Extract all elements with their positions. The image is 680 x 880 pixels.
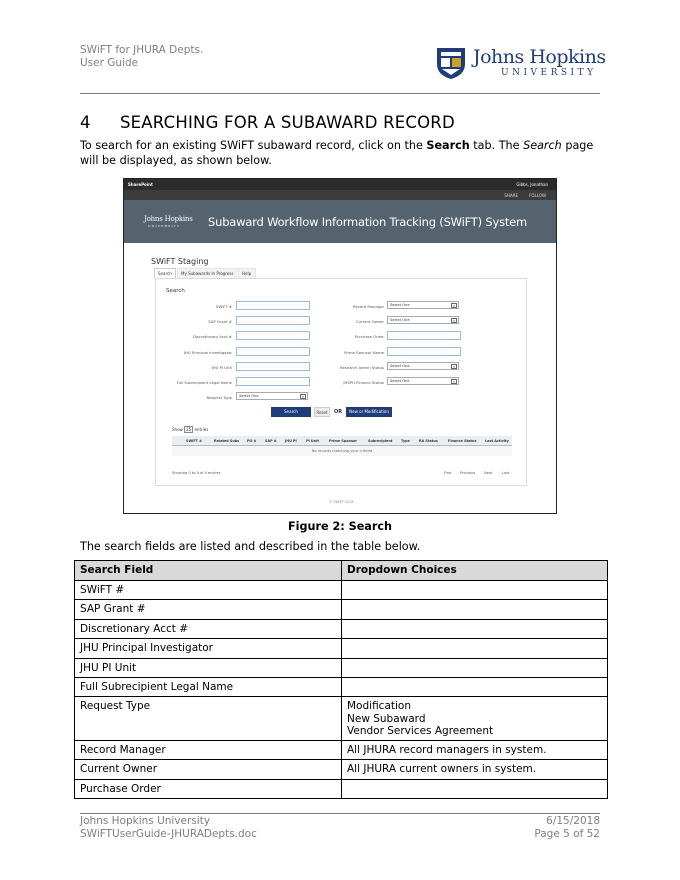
banner-logo: Johns Hopkins	[144, 215, 193, 223]
search-field-cell: JHU Principal Investigator	[75, 639, 342, 658]
swift-input[interactable]	[236, 301, 310, 310]
pager-next[interactable]: Next	[484, 471, 493, 475]
record-manager-value: Select One	[390, 303, 410, 307]
jhu-shield-icon	[435, 44, 467, 80]
intro-bold: Search	[426, 139, 470, 152]
dropdown-choice: All JHURA current owners in system.	[347, 763, 537, 776]
search-field-cell: Purchase Order	[75, 779, 342, 798]
follow-label: FOLLOW	[529, 193, 546, 198]
intro-text-2: tab. The	[469, 139, 524, 152]
tab-help[interactable]: Help	[238, 268, 256, 278]
col-ra-status[interactable]: RA Status	[419, 439, 438, 443]
swift-banner	[124, 200, 556, 243]
table-row	[75, 600, 608, 619]
new-or-modification-button[interactable]: New or Modification	[346, 407, 392, 417]
pager-last[interactable]: Last	[502, 471, 510, 475]
search-field-cell: Record Manager	[75, 740, 342, 759]
ra-status-value: Select One	[390, 364, 410, 368]
or-label: OR	[334, 409, 343, 415]
prime-sponsor-input[interactable]	[387, 347, 461, 356]
jhu-logo	[435, 44, 605, 84]
table-row	[75, 740, 608, 759]
label-subrecipient: Full Subrecipient Legal Name	[176, 380, 232, 385]
pager-previous[interactable]: Previous	[460, 471, 476, 475]
label-discretionary: Discretionary Acct #	[192, 334, 232, 339]
tab-search[interactable]: Search	[154, 268, 176, 278]
col-swift[interactable]: SWiFT #	[186, 439, 202, 443]
col-last-activity[interactable]: Last Activity	[485, 439, 509, 443]
section-number: 4	[80, 113, 91, 132]
dropdown-choice: Modification	[347, 700, 411, 713]
label-ra-status: Research Admin Status	[339, 365, 384, 370]
footer-rule	[80, 813, 600, 814]
footer-page: Page 5 of 52	[534, 828, 600, 840]
search-field-cell: Discretionary Acct #	[75, 619, 342, 638]
dropdown-choices-cell	[342, 658, 608, 677]
table-header-row	[75, 561, 608, 581]
user-label: Gibbs, Jonathan	[516, 182, 548, 187]
search-field-cell: SWiFT #	[75, 581, 342, 600]
dropdown-choices-cell	[342, 639, 608, 658]
search-fields-table	[74, 560, 608, 799]
col-pi-unit[interactable]: PI Unit	[306, 439, 319, 443]
purchase-order-input[interactable]	[387, 331, 461, 340]
label-purchase-order: Purchase Order	[354, 334, 384, 339]
label-request-type: Request Type	[206, 395, 232, 400]
dropdown-choices-cell	[342, 697, 608, 741]
label-pi-unit: JHU PI Unit	[211, 365, 232, 370]
col-type[interactable]: Type	[401, 439, 410, 443]
table-row	[75, 639, 608, 658]
share-label: SHARE	[504, 193, 518, 198]
page-size-select[interactable]: 25	[186, 427, 192, 432]
intro-text-1: To search for an existing SWiFT subaward record, click on the	[80, 139, 427, 152]
label-record-manager: Record Manager	[353, 304, 384, 309]
logo-university: UNIVERSITY	[501, 68, 597, 78]
col-prime-sponsor[interactable]: Prime Sponsor	[329, 439, 357, 443]
showing-label: Showing 0 to 0 of 0 entries	[172, 471, 221, 475]
search-field-cell: Full Subrecipient Legal Name	[75, 677, 342, 696]
sharepoint-label: SharePoint	[128, 182, 153, 187]
table-row	[75, 581, 608, 600]
col-subrecipient[interactable]: Subrecipient	[368, 439, 393, 443]
label-sap-grant: SAP Grant #	[208, 319, 232, 324]
pi-unit-input[interactable]	[236, 362, 310, 371]
col-related-subs[interactable]: Related Subs	[214, 439, 240, 443]
dropdown-choices-cell	[342, 760, 608, 779]
footer-filename: SWiFTUserGuide-JHURADepts.doc	[80, 828, 257, 840]
section-heading	[80, 113, 455, 132]
jhu-pi-input[interactable]	[236, 347, 310, 356]
search-field-cell: SAP Grant #	[75, 600, 342, 619]
search-field-cell: JHU PI Unit	[75, 658, 342, 677]
dropdown-choices-cell	[342, 740, 608, 759]
doc-title-line2: User Guide	[80, 57, 139, 69]
panel-title: Search	[166, 288, 185, 294]
footer-left	[80, 815, 257, 841]
banner-logo-sub: UNIVERSITY	[148, 224, 181, 228]
finance-status-select[interactable]	[387, 377, 459, 385]
col-sap[interactable]: SAP #	[265, 439, 277, 443]
current-owner-value: Select One	[390, 318, 410, 322]
intro-italic: Search	[523, 139, 562, 152]
current-owner-select[interactable]	[387, 316, 459, 324]
dropdown-choices-cell	[342, 779, 608, 798]
header-dropdown-choices: Dropdown Choices	[342, 561, 608, 581]
table-row	[75, 697, 608, 741]
intro-paragraph	[80, 138, 600, 168]
banner-title: Subaward Workflow Information Tracking (SWiFT) System	[208, 215, 528, 229]
entries-label: entries	[194, 427, 209, 432]
footer-right	[534, 815, 600, 841]
search-field-cell: Request Type	[75, 697, 342, 741]
show-label: Show	[172, 427, 183, 432]
pager-first[interactable]: First	[444, 471, 452, 475]
col-po[interactable]: PO #	[247, 439, 257, 443]
finance-status-value: Select One	[390, 379, 410, 383]
label-prime-sponsor: Prime Sponsor Name	[344, 350, 384, 355]
label-jhu-pi: JHU Principal Investigator	[183, 350, 232, 355]
intro-text-3: page will be displayed, as shown below.	[80, 139, 594, 167]
results-table-header	[172, 436, 512, 446]
chevron-down-icon: ▾	[451, 303, 457, 308]
dropdown-choice: Vendor Services Agreement	[347, 725, 494, 738]
search-panel	[155, 278, 527, 486]
sharepoint-bar	[124, 179, 556, 190]
chevron-down-icon: ▾	[451, 364, 457, 369]
table-row	[75, 779, 608, 798]
search-button[interactable]: Search	[271, 407, 311, 417]
sharepoint-actions	[124, 190, 556, 200]
logo-name: Johns Hopkins	[473, 46, 606, 68]
ra-status-select[interactable]	[387, 362, 459, 370]
sap-grant-input[interactable]	[236, 316, 310, 325]
chevron-down-icon: ▾	[451, 318, 457, 323]
doc-title-line1: SWiFT for JHURA Depts.	[80, 44, 204, 56]
dropdown-choice: All JHURA record managers in system.	[347, 743, 547, 756]
footer-org: Johns Hopkins University	[80, 815, 211, 827]
running-header	[80, 44, 203, 70]
dropdown-choices-cell	[342, 600, 608, 619]
footer-date: 6/15/2018	[546, 815, 600, 827]
table-row	[75, 760, 608, 779]
search-page-screenshot	[123, 178, 557, 514]
header-search-field: Search Field	[75, 561, 342, 581]
subrecipient-input[interactable]	[236, 377, 310, 386]
show-entries	[172, 427, 208, 432]
chevron-down-icon: ▾	[300, 394, 306, 399]
record-manager-select[interactable]	[387, 301, 459, 309]
chevron-down-icon: ▾	[451, 379, 457, 384]
table-row	[75, 677, 608, 696]
tab-my-subawards[interactable]: My Subawards In Progress	[177, 268, 237, 278]
empty-results-message: No records matching your criteria	[172, 446, 512, 456]
label-swift: SWiFT #	[216, 304, 232, 309]
dropdown-choice: New Subaward	[347, 712, 426, 725]
header-rule	[80, 93, 600, 94]
table-row	[75, 658, 608, 677]
figure-caption: Figure 2: Search	[288, 520, 392, 533]
copyright: © SWiFT 2018	[329, 500, 354, 504]
col-finance-status[interactable]: Finance Status	[448, 439, 477, 443]
staging-title: SWiFT Staging	[151, 257, 209, 266]
label-finance-status: JHSPH Finance Status	[343, 380, 384, 385]
request-type-value: Select One	[239, 394, 259, 398]
col-jhu-pi[interactable]: JHU PI	[285, 439, 297, 443]
dropdown-choices-cell	[342, 619, 608, 638]
search-field-cell: Current Owner	[75, 760, 342, 779]
section-title: SEARCHING FOR A SUBAWARD RECORD	[120, 113, 455, 132]
label-current-owner: Current Owner	[356, 319, 384, 324]
dropdown-choices-cell	[342, 581, 608, 600]
request-type-select[interactable]	[236, 392, 308, 400]
reset-button[interactable]: Reset	[314, 407, 330, 417]
table-row	[75, 619, 608, 638]
dropdown-choices-cell	[342, 677, 608, 696]
discretionary-input[interactable]	[236, 331, 310, 340]
table-lead-text: The search fields are listed and described in the table below.	[80, 540, 421, 553]
